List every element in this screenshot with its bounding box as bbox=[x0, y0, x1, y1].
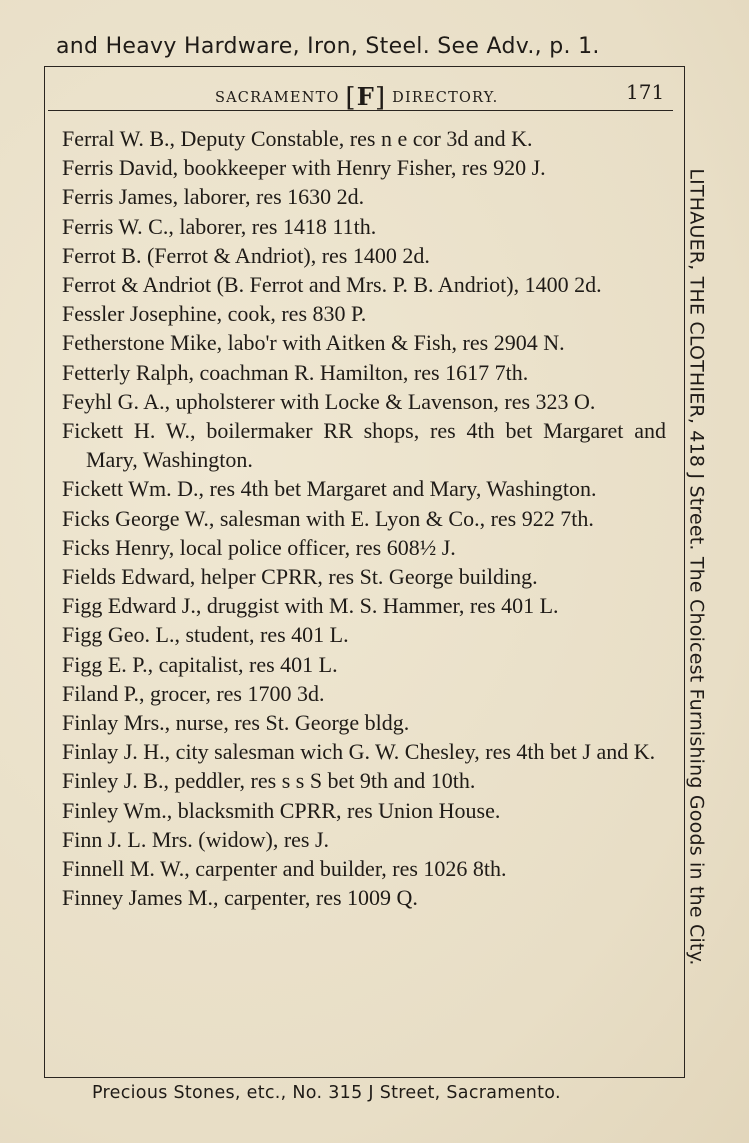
directory-entry: Ferrot B. (Ferrot & Andriot), res 1400 2d. bbox=[62, 242, 430, 268]
running-head-bracket-close: ] bbox=[374, 83, 387, 113]
directory-entry: Ferris W. C., laborer, res 1418 11th. bbox=[62, 213, 377, 239]
directory-entry: Ferris James, laborer, res 1630 2d. bbox=[62, 184, 365, 210]
directory-entry: Figg Geo. L., student, res 401 L. bbox=[62, 622, 349, 648]
directory-entry: Feyhl G. A., upholsterer with Locke & Lavenson, res 323 O. bbox=[62, 388, 596, 414]
directory-entry: Figg E. P., capitalist, res 401 L. bbox=[62, 651, 338, 677]
directory-entry: Ficks Henry, local police officer, res 608½ J. bbox=[62, 534, 456, 560]
directory-entry: Fickett H. W., boilermaker RR shops, res 4th bet Margaret and Mary, Washington. bbox=[62, 418, 666, 473]
directory-entry: Finlay Mrs., nurse, res St. George bldg. bbox=[62, 710, 410, 736]
directory-entry: Fetherstone Mike, labo'r with Aitken & Fish, res 2904 N. bbox=[62, 330, 565, 356]
directory-entry: Finlay J. H., city salesman wich G. W. Chesley, res 4th bet J and K. bbox=[62, 739, 656, 765]
header-rule bbox=[48, 110, 673, 111]
directory-entry: Finnell M. W., carpenter and builder, res 1026 8th. bbox=[62, 856, 507, 882]
directory-entry: Ferrot & Andriot (B. Ferrot and Mrs. P. B. Andriot), 1400 2d. bbox=[62, 272, 602, 298]
page-number: 171 bbox=[626, 80, 665, 104]
directory-entry: Fessler Josephine, cook, res 830 P. bbox=[62, 301, 367, 327]
running-head bbox=[215, 82, 498, 113]
running-head-letter: F bbox=[356, 82, 375, 111]
directory-entries bbox=[62, 124, 666, 912]
directory-entry: Finney James M., carpenter, res 1009 Q. bbox=[62, 885, 418, 911]
directory-entry: Finley J. B., peddler, res s s S bet 9th and 10th. bbox=[62, 768, 476, 794]
running-head-bracket-open: [ bbox=[345, 83, 357, 113]
directory-entry: Fields Edward, helper CPRR, res St. George building. bbox=[62, 564, 538, 590]
side-advertisement bbox=[677, 162, 717, 972]
running-head-label: DIRECTORY. bbox=[392, 90, 499, 106]
directory-entry: Ferral W. B., Deputy Constable, res n e cor 3d and K. bbox=[62, 126, 533, 151]
bottom-advertisement: Precious Stones, etc., No. 315 J Street, Sacramento. bbox=[92, 1083, 561, 1103]
directory-entry: Filand P., grocer, res 1700 3d. bbox=[62, 680, 325, 706]
directory-entry: Ficks George W., salesman with E. Lyon & Co., res 922 7th. bbox=[62, 505, 594, 531]
directory-entry: Ferris David, bookkeeper with Henry Fisher, res 920 J. bbox=[62, 155, 546, 181]
directory-entry: Finley Wm., blacksmith CPRR, res Union House. bbox=[62, 797, 501, 823]
running-head-city: SACRAMENTO bbox=[215, 90, 340, 106]
directory-entry: Figg Edward J., druggist with M. S. Hammer, res 401 L. bbox=[62, 593, 559, 619]
directory-entry: Fetterly Ralph, coachman R. Hamilton, res 1617 7th. bbox=[62, 359, 529, 385]
side-advertisement-text: LITHAUER, THE CLOTHIER, 418 J Street. The Choicest Furnishing Goods in the City. bbox=[686, 168, 708, 966]
directory-entry: Finn J. L. Mrs. (widow), res J. bbox=[62, 826, 330, 852]
directory-entry: Fickett Wm. D., res 4th bet Margaret and Mary, Washington. bbox=[62, 476, 597, 502]
top-advertisement: and Heavy Hardware, Iron, Steel. See Adv., p. 1. bbox=[56, 34, 600, 59]
